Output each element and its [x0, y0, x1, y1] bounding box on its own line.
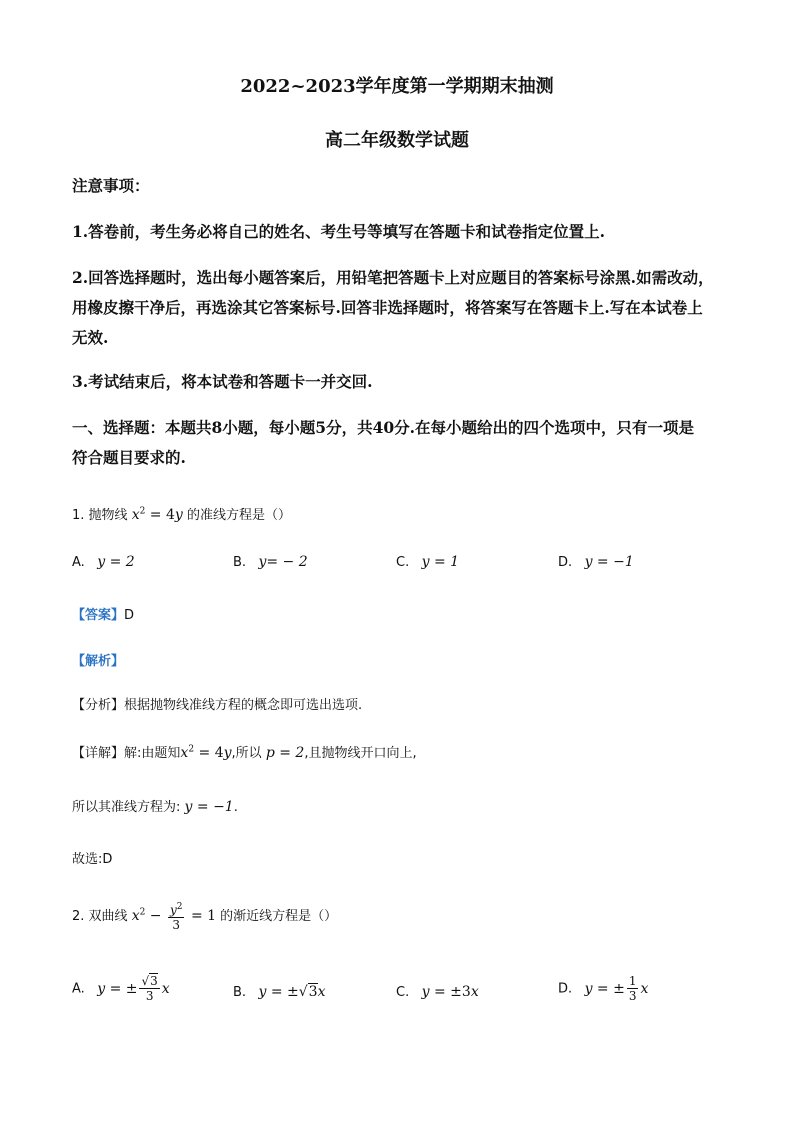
exam-title: 2022~2023学年度第一学期期末抽测 — [240, 76, 554, 97]
question-1-option-a: A. y = 2 — [72, 554, 135, 570]
notice-heading: 注意事项： — [72, 176, 150, 195]
question-2-option-b: B. y = ±√3x — [233, 984, 326, 1000]
question-2-stem — [72, 900, 732, 932]
question-2-option-a: A. y = ± $\frac{√3}{3}$ x — [72, 974, 170, 1003]
question-2-option-c: C. y = ±3x — [396, 984, 479, 1000]
notice-item-1: 1.答卷前，考生务必将自己的姓名、考生号等填写在答题卡和试卷指定位置上. — [72, 222, 606, 241]
fenxi-tag: 【分析】 — [72, 698, 125, 713]
question-1-formula: $x^2 = 4y$ — [131, 506, 183, 523]
exam-subtitle: 高二年级数学试题 — [325, 130, 469, 151]
notice-item-3: 3.考试结束后，将本试卷和答题卡一并交回. — [72, 372, 373, 391]
question-1-fenxi — [72, 694, 732, 713]
question-1-stem — [72, 504, 732, 523]
notice-item-2-line-1: 2.回答选择题时，选出每小题答案后，用铅笔把答题卡上对应题目的答案标号涂黑.如需改动， — [72, 268, 714, 287]
question-2-formula: $x^2$ − $\frac{y^2}{3}$ = 1 — [131, 902, 217, 932]
notice-item-2-line-3: 无效. — [72, 328, 109, 347]
question-1-option-c: C. y = 1 — [396, 554, 460, 570]
question-1-detail: 【详解】解:由题知$x^2 = 4y$,所以 p = 2,且抛物线开口向上, — [72, 744, 417, 761]
answer-tag: 【答案】 — [72, 608, 125, 623]
question-2-prefix: 2. 双曲线 — [72, 909, 128, 924]
section-heading-line-2: 符合题目要求的. — [72, 448, 186, 467]
notice-item-2-line-2: 用橡皮擦干净后，再选涂其它答案标号.回答非选择题时，将答案写在答题卡上.写在本试卷上 — [72, 298, 703, 317]
question-1-answer — [72, 604, 732, 623]
section-heading-line-1: 一、选择题：本题共8小题，每小题5分，共40分.在每小题给出的四个选项中，只有一项是 — [72, 418, 695, 437]
answer-value: D — [124, 608, 135, 623]
question-1-analysis-tag: 【解析】 — [72, 654, 125, 669]
question-1-option-d: D. y = −1 — [558, 554, 634, 570]
question-2-option-d: D. y = ± $\frac{1}{3}$ x — [558, 974, 649, 1003]
detail-formula: $x^2 = 4y$ — [180, 744, 232, 761]
question-1-directrix: 所以其准线方程为: y = −1. — [72, 799, 238, 815]
fenxi-text: 根据抛物线准线方程的概念即可选出选项. — [124, 698, 363, 713]
question-1-option-b: B. y= − 2 — [233, 554, 308, 570]
question-1-choice: 故选:D — [72, 852, 113, 867]
detail-tag: 【详解】 — [72, 746, 125, 761]
question-2-suffix: 的渐近线方程是（） — [220, 909, 338, 924]
question-1-suffix: 的准线方程是（） — [186, 508, 291, 523]
question-1-prefix: 1. 抛物线 — [72, 508, 128, 523]
